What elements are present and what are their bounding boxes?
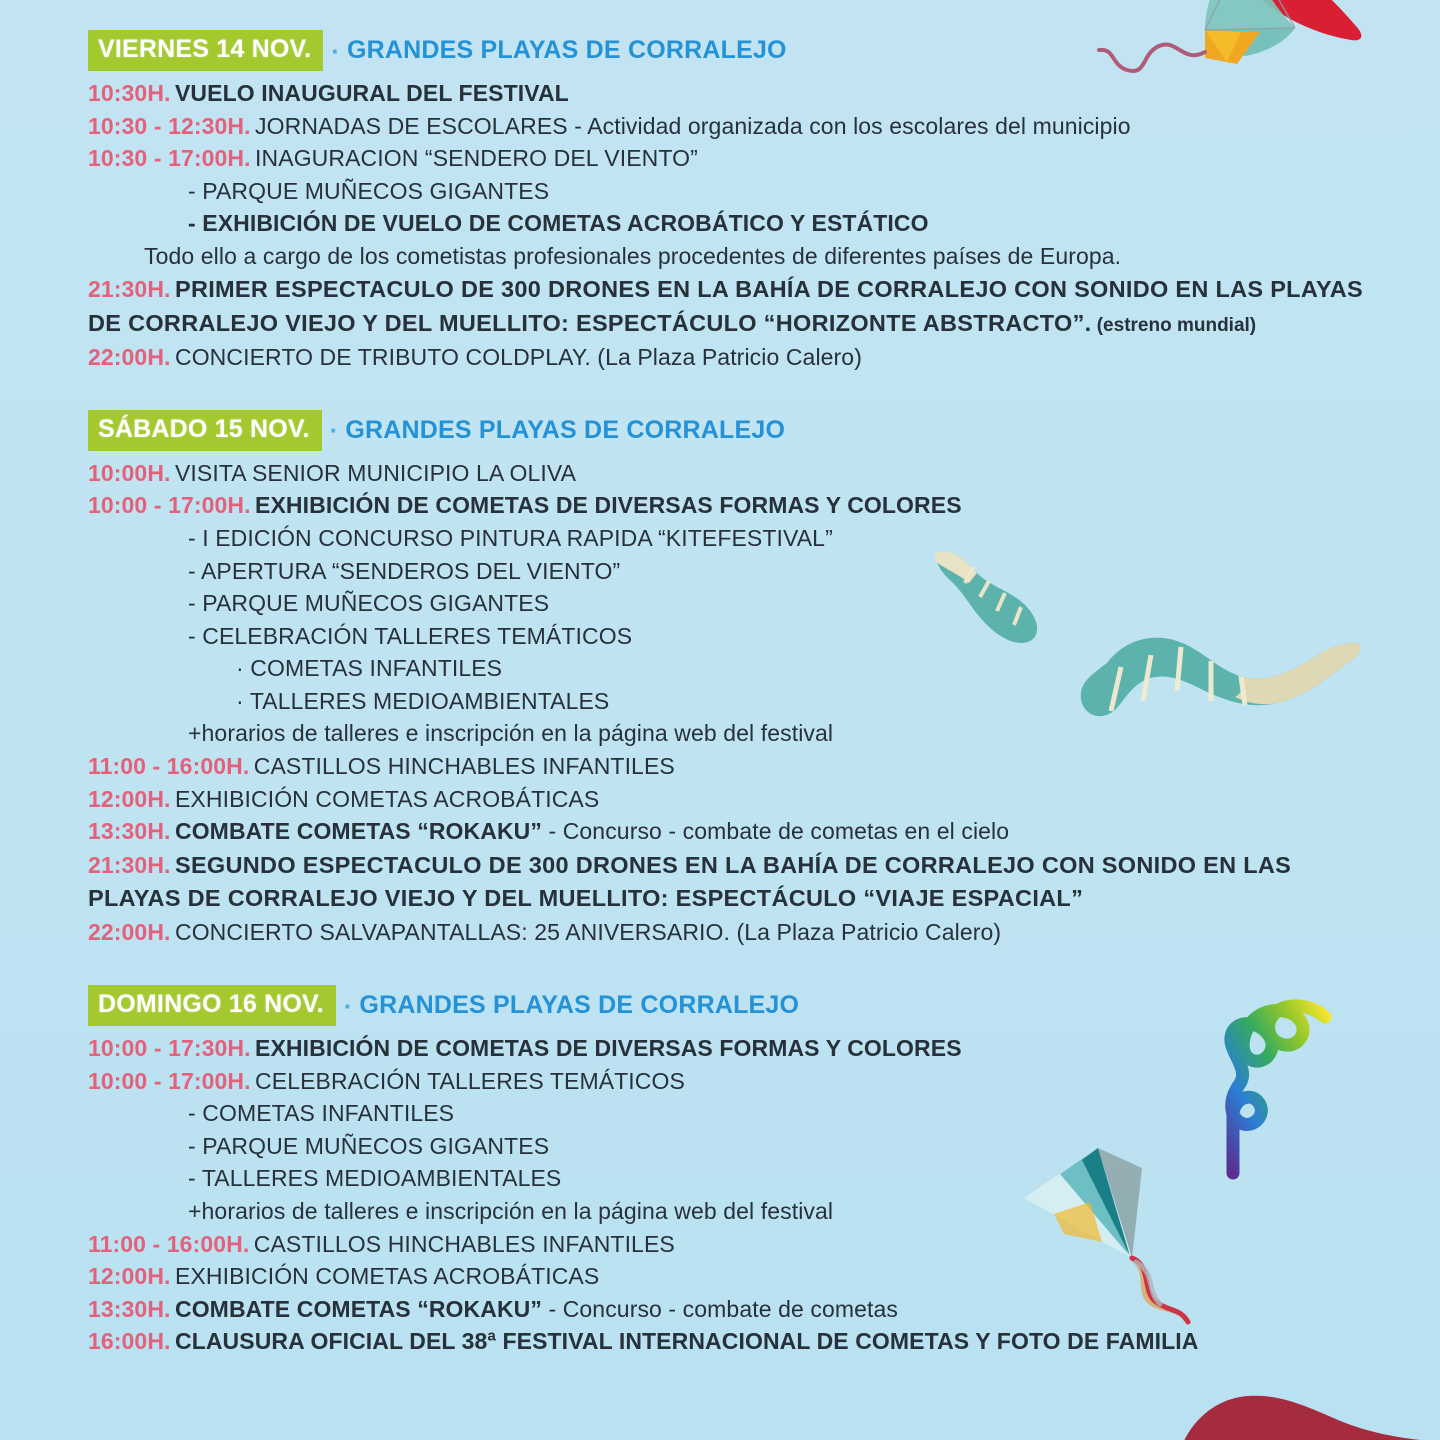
schedule-row (88, 587, 1380, 620)
schedule-description: +horarios de talleres e inscripción en la página web del festival (188, 1197, 834, 1224)
schedule-time: 10:30 - 12:30H. (88, 112, 251, 139)
schedule-description: - EXHIBICIÓN DE VUELO DE COMETAS ACROBÁTICO Y ESTÁTICO (188, 210, 929, 237)
schedule-description: SEGUNDO ESPECTACULO DE 300 DRONES EN LA BAHÍA DE CORRALEJO CON SONIDO EN LAS PLAYAS DE CORRALEJO VIEJO Y DEL MUELLITO: ESPECTÁCULO “VIAJE ESPACIAL” (88, 851, 1292, 912)
schedule-row (88, 240, 1380, 273)
schedule-row (88, 815, 1380, 848)
schedule-row (88, 848, 1380, 917)
schedule-row (88, 1065, 1380, 1098)
schedule-row (88, 272, 1380, 341)
schedule-description-suffix: - Concurso - combate de cometas en el cielo (541, 818, 1010, 845)
schedule-time: 11:00 - 16:00H. (88, 1230, 250, 1257)
schedule-row (88, 77, 1380, 110)
schedule-row (88, 1097, 1380, 1130)
schedule-description: CLAUSURA OFICIAL DEL 38ª FESTIVAL INTERNACIONAL DE COMETAS Y FOTO DE FAMILIA (174, 1328, 1199, 1355)
schedule-row (88, 1260, 1380, 1293)
schedule-description: CASTILLOS HINCHABLES INFANTILES (253, 1230, 675, 1257)
schedule-time: 21:30H. (88, 276, 171, 303)
day-place-label: GRANDES PLAYAS DE CORRALEJO (359, 991, 800, 1020)
schedule-time: 10:30 - 17:00H. (88, 145, 251, 172)
day-spacer (88, 955, 1380, 985)
schedule-description: JORNADAS DE ESCOLARES - Actividad organizada con los escolares del municipio (255, 112, 1131, 139)
schedule-row (88, 620, 1380, 653)
schedule-row (88, 1293, 1380, 1326)
schedule-row (88, 1032, 1380, 1065)
schedule-description: VISITA SENIOR MUNICIPIO LA OLIVA (174, 459, 577, 486)
schedule-time: 16:00H. (88, 1328, 171, 1355)
day-place-label: GRANDES PLAYAS DE CORRALEJO (345, 415, 786, 444)
schedule-row (88, 341, 1380, 374)
date-badge: SÁBADO 15 NOV. (88, 410, 322, 451)
date-badge: VIERNES 14 NOV. (88, 30, 323, 71)
schedule-description: INAGURACION “SENDERO DEL VIENTO” (255, 145, 698, 172)
schedule-description: - CELEBRACIÓN TALLERES TEMÁTICOS (188, 622, 633, 649)
day-block (88, 410, 1380, 949)
schedule-description: COMBATE COMETAS “ROKAKU” (174, 818, 542, 845)
schedule-time: 11:00 - 16:00H. (88, 753, 250, 779)
header-separator-dot-icon: · (329, 415, 339, 446)
schedule-time: 10:00 - 17:00H. (88, 1067, 251, 1094)
day-header (88, 985, 1380, 1026)
schedule-row (88, 717, 1380, 750)
day-place-label: GRANDES PLAYAS DE CORRALEJO (346, 36, 787, 64)
schedule-time: 13:30H. (88, 1295, 171, 1322)
schedule-description: - PARQUE MUÑECOS GIGANTES (188, 177, 550, 204)
schedule-description: Todo ello a cargo de los cometistas profesionales procedentes de diferentes países de Europa. (144, 242, 1122, 269)
schedule-row (88, 207, 1380, 240)
schedule-row (88, 555, 1380, 588)
schedule-description-suffix: (estreno mundial) (1091, 314, 1257, 336)
schedule-time: 21:30H. (88, 851, 171, 878)
schedule-time: 22:00H. (88, 919, 171, 946)
schedule-description: COMBATE COMETAS “ROKAKU” (174, 1295, 542, 1322)
schedule-description: CONCIERTO DE TRIBUTO COLDPLAY. (La Plaza Patricio Calero) (174, 344, 862, 371)
schedule-time: 22:00H. (88, 344, 171, 371)
schedule-description: - APERTURA “SENDEROS DEL VIENTO” (188, 557, 621, 584)
day-block (88, 985, 1380, 1358)
schedule-description: · TALLERES MEDIOAMBIENTALES (236, 687, 610, 714)
schedule-row (88, 1325, 1380, 1358)
day-header (88, 30, 1380, 71)
day-spacer (88, 1364, 1380, 1394)
schedule-description: EXHIBICIÓN DE COMETAS DE DIVERSAS FORMAS Y COLORES (255, 1035, 962, 1062)
schedule-description: · COMETAS INFANTILES (236, 655, 503, 682)
schedule-row (88, 1130, 1380, 1163)
schedule-row (88, 750, 1380, 783)
schedule-row (88, 652, 1380, 685)
schedule-row (88, 142, 1380, 175)
schedule-description: - PARQUE MUÑECOS GIGANTES (188, 590, 550, 617)
day-block (88, 30, 1380, 374)
header-separator-dot-icon: · (331, 35, 340, 66)
schedule-description: - PARQUE MUÑECOS GIGANTES (188, 1132, 550, 1159)
schedule-row (88, 1162, 1380, 1195)
schedule-description-suffix: - Concurso - combate de cometas (541, 1295, 898, 1322)
schedule-time: 10:00H. (88, 459, 171, 486)
schedule-row (88, 175, 1380, 208)
schedule-description: - TALLERES MEDIOAMBIENTALES (188, 1165, 562, 1192)
schedule-time: 10:00 - 17:00H. (88, 492, 251, 519)
schedule-time: 12:00H. (88, 785, 171, 812)
schedule-row (88, 916, 1380, 949)
schedule-row (88, 522, 1380, 555)
schedule-row (88, 783, 1380, 816)
schedule-row (88, 1228, 1380, 1261)
schedule-description: PRIMER ESPECTACULO DE 300 DRONES EN LA BAHÍA DE CORRALEJO CON SONIDO EN LAS PLAYAS DE CORRALEJO VIEJO Y DEL MUELLITO: ESPECTÁCULO “HORIZONTE ABSTRACTO”. (88, 276, 1364, 336)
schedule-row (88, 457, 1380, 490)
schedule-row (88, 489, 1380, 522)
schedule-description: EXHIBICIÓN COMETAS ACROBÁTICAS (174, 785, 600, 812)
schedule-time: 10:30H. (88, 80, 171, 106)
schedule-time: 10:00 - 17:30H. (88, 1035, 251, 1062)
schedule-description: CONCIERTO SALVAPANTALLAS: 25 ANIVERSARIO. (La Plaza Patricio Calero) (174, 919, 1002, 946)
schedule-row (88, 685, 1380, 718)
schedule-row (88, 110, 1380, 143)
day-header (88, 410, 1380, 451)
schedule-time: 12:00H. (88, 1263, 171, 1290)
header-separator-dot-icon: · (343, 990, 353, 1021)
date-badge: DOMINGO 16 NOV. (88, 985, 336, 1026)
schedule-description: EXHIBICIÓN DE COMETAS DE DIVERSAS FORMAS Y COLORES (255, 492, 962, 519)
schedule-description: - COMETAS INFANTILES (188, 1100, 455, 1127)
schedule-description: EXHIBICIÓN COMETAS ACROBÁTICAS (174, 1263, 600, 1290)
day-spacer (88, 380, 1380, 410)
schedule-description: - I EDICIÓN CONCURSO PINTURA RAPIDA “KITEFESTIVAL” (188, 524, 833, 551)
schedule-row (88, 1195, 1380, 1228)
schedule-time: 13:30H. (88, 818, 171, 845)
schedule-description: CASTILLOS HINCHABLES INFANTILES (253, 753, 675, 779)
schedule-description: VUELO INAUGURAL DEL FESTIVAL (174, 80, 569, 106)
schedule-description: +horarios de talleres e inscripción en la página web del festival (188, 720, 834, 747)
schedule-description: CELEBRACIÓN TALLERES TEMÁTICOS (255, 1067, 685, 1094)
